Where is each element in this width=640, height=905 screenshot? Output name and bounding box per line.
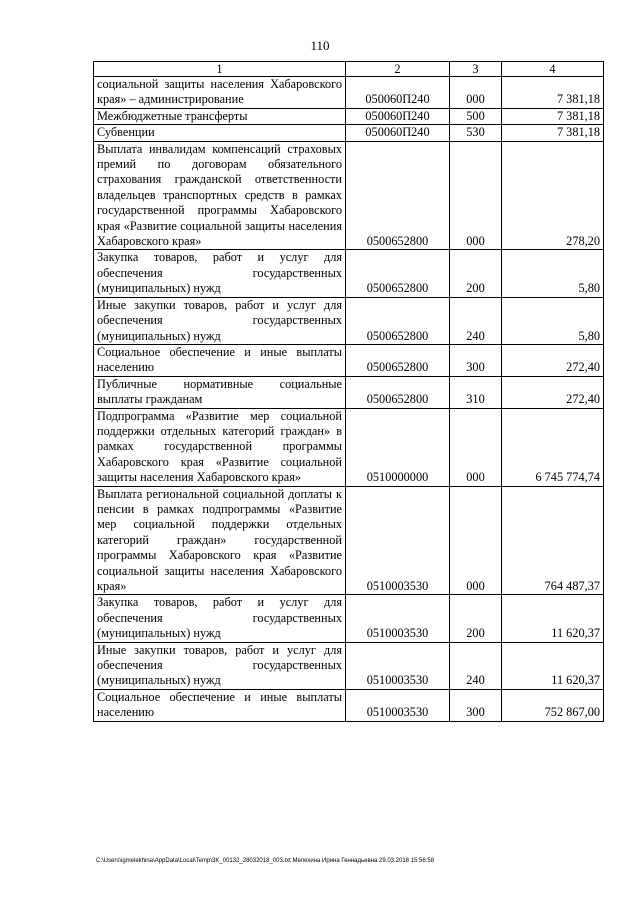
row-code-cell: 0500652800	[346, 141, 450, 250]
row-code-cell: 0510003530	[346, 689, 450, 721]
row-name-cell: Публичные нормативные социальные выплаты гражданам	[94, 376, 346, 408]
table-row	[94, 108, 604, 124]
row-type-cell: 000	[450, 408, 502, 486]
table-row	[94, 376, 604, 408]
row-type-cell: 000	[450, 486, 502, 595]
row-amount-cell: 11 620,37	[502, 642, 604, 689]
row-code-cell: 0510003530	[346, 486, 450, 595]
row-amount-cell: 752 867,00	[502, 689, 604, 721]
table-row	[94, 689, 604, 721]
page-number: 110	[310, 38, 330, 53]
row-code-cell: 0500652800	[346, 297, 450, 344]
table-row	[94, 141, 604, 250]
row-name-cell: Выплата региональной социальной доплаты к пенсии в рамках подпрограммы «Развитие мер социальной поддержки отдельных категорий граждан» государственной программы Хабаровского края «Развитие социальной защиты населения Хабаровского края»	[94, 486, 346, 595]
table-row	[94, 344, 604, 376]
row-code-cell: 050060П240	[346, 77, 450, 109]
row-name-cell: Социальное обеспечение и иные выплаты населению	[94, 344, 346, 376]
row-name-cell: Иные закупки товаров, работ и услуг для обеспечения государственных (муниципальных) нужд	[94, 642, 346, 689]
row-type-cell: 530	[450, 125, 502, 141]
row-amount-cell: 5,80	[502, 250, 604, 297]
row-type-cell: 200	[450, 595, 502, 642]
row-amount-cell: 272,40	[502, 376, 604, 408]
row-amount-cell: 11 620,37	[502, 595, 604, 642]
row-code-cell: 0500652800	[346, 250, 450, 297]
row-amount-cell: 7 381,18	[502, 125, 604, 141]
table-body	[94, 77, 604, 722]
table-header-row	[94, 62, 604, 77]
row-amount-cell: 7 381,18	[502, 108, 604, 124]
row-code-cell: 050060П240	[346, 108, 450, 124]
table-row	[94, 486, 604, 595]
table-row	[94, 297, 604, 344]
budget-table	[93, 61, 604, 722]
column-header-4: 4	[502, 62, 604, 77]
row-type-cell: 300	[450, 689, 502, 721]
row-code-cell: 0500652800	[346, 344, 450, 376]
column-header-2: 2	[346, 62, 450, 77]
row-type-cell: 000	[450, 141, 502, 250]
row-name-cell: Иные закупки товаров, работ и услуг для обеспечения государственных (муниципальных) нужд	[94, 297, 346, 344]
row-type-cell: 240	[450, 642, 502, 689]
file-path-footer: C:\Users\igmelekhina\AppData\Local\Temp\3K_00132_28032018_003.txt Мелехина Ирина Геннадьевна 29.03.2018 15:56:58	[96, 858, 435, 864]
column-header-3: 3	[450, 62, 502, 77]
row-code-cell: 0500652800	[346, 376, 450, 408]
row-type-cell: 300	[450, 344, 502, 376]
row-name-cell: Субвенции	[94, 125, 346, 141]
row-type-cell: 240	[450, 297, 502, 344]
row-type-cell: 000	[450, 77, 502, 109]
column-header-1: 1	[94, 62, 346, 77]
row-amount-cell: 6 745 774,74	[502, 408, 604, 486]
row-name-cell: Межбюджетные трансферты	[94, 108, 346, 124]
row-name-cell: Закупка товаров, работ и услуг для обеспечения государственных (муниципальных) нужд	[94, 595, 346, 642]
row-name-cell: Подпрограмма «Развитие мер социальной поддержки отдельных категорий граждан» в рамках государственной программы Хабаровского края «Развитие социальной защиты населения Хабаровского края»	[94, 408, 346, 486]
table-row	[94, 642, 604, 689]
row-name-cell: Выплата инвалидам компенсаций страховых премий по договорам обязательного страхования гражданской ответственности владельцев транспортных средств в рамках государственной программы Хабаровского края «Развитие социальной защиты населения Хабаровского края»	[94, 141, 346, 250]
table-row	[94, 125, 604, 141]
row-name-cell: Социальное обеспечение и иные выплаты населению	[94, 689, 346, 721]
row-amount-cell: 278,20	[502, 141, 604, 250]
table-row	[94, 250, 604, 297]
row-type-cell: 500	[450, 108, 502, 124]
row-amount-cell: 764 487,37	[502, 486, 604, 595]
row-code-cell: 0510003530	[346, 642, 450, 689]
row-name-cell: социальной защиты населения Хабаровского края» – администрирование	[94, 77, 346, 109]
row-type-cell: 200	[450, 250, 502, 297]
row-code-cell: 0510003530	[346, 595, 450, 642]
row-code-cell: 0510000000	[346, 408, 450, 486]
table-row	[94, 77, 604, 109]
row-amount-cell: 7 381,18	[502, 77, 604, 109]
row-name-cell: Закупка товаров, работ и услуг для обеспечения государственных (муниципальных) нужд	[94, 250, 346, 297]
table-row	[94, 408, 604, 486]
row-amount-cell: 5,80	[502, 297, 604, 344]
row-code-cell: 050060П240	[346, 125, 450, 141]
row-type-cell: 310	[450, 376, 502, 408]
row-amount-cell: 272,40	[502, 344, 604, 376]
table-row	[94, 595, 604, 642]
